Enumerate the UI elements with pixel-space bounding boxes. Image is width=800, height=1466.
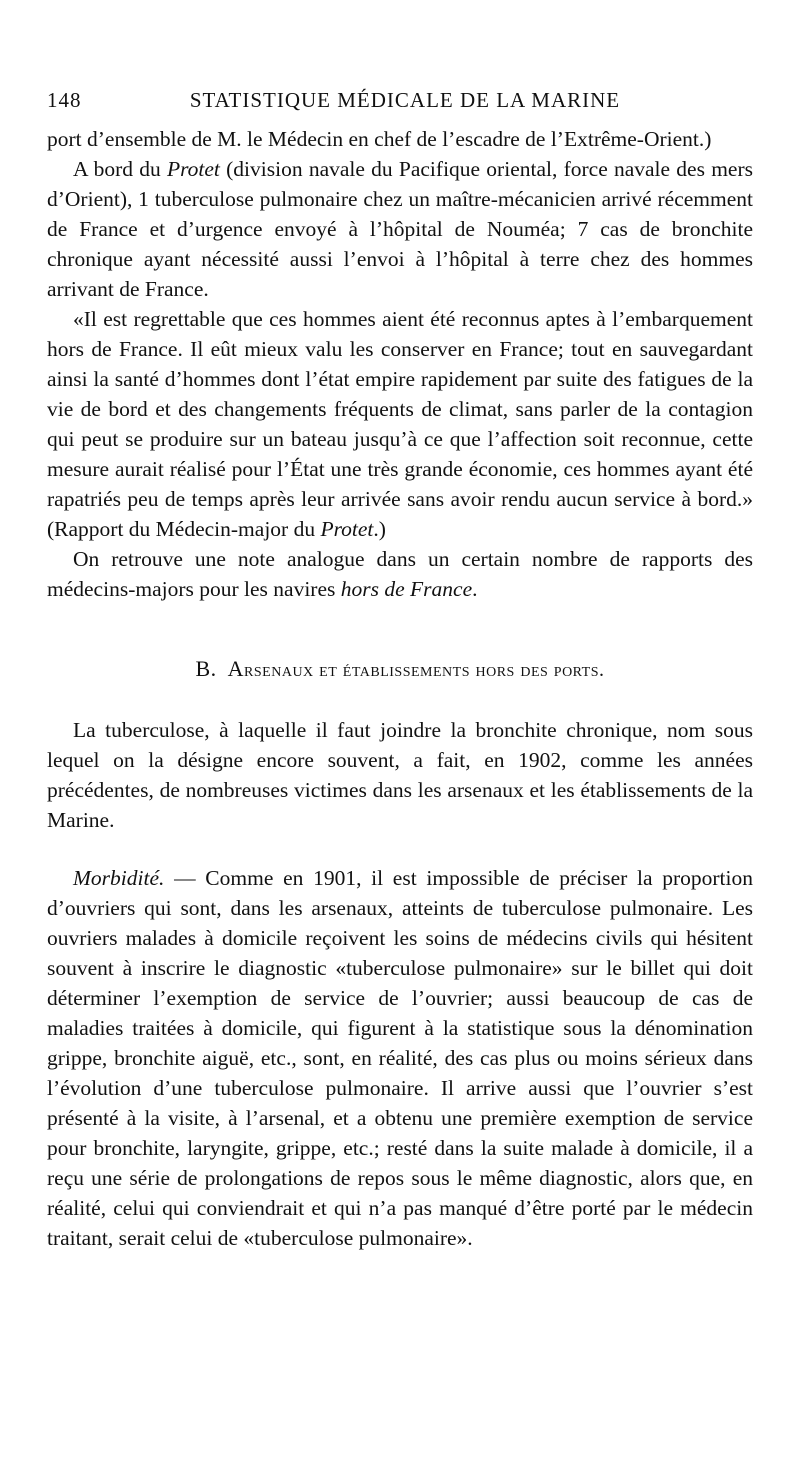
section-initial: A	[227, 656, 245, 681]
running-title: STATISTIQUE MÉDICALE DE LA MARINE	[189, 88, 621, 112]
paragraph-protet-cases	[47, 154, 753, 304]
section-title: rsenaux et établissements hors des ports.	[244, 659, 605, 681]
section-heading-b	[47, 654, 753, 685]
paragraph-text: La tuberculose, à laquelle il faut joindre la bronchite chronique, nom sous lequel on la désigne encore souvent, a fait, en 1902, comme les années précédentes, de nombreuses victimes dans les arsenaux et les établissements de la Marine.	[47, 718, 753, 832]
emphasis-hors-de-france: hors de France	[340, 577, 473, 601]
paragraph-text: port d’ensemble de M. le Médecin en chef de l’escadre de l’Extrême-Orient.)	[47, 127, 712, 151]
paragraph-report-continuation	[47, 124, 753, 154]
paragraph-quotation	[47, 304, 753, 544]
paragraph-text: .)	[373, 517, 386, 541]
paragraph-text: — Comme en 1901, il est impossible de préciser la proportion d’ouvriers qui sont, dans les arsenaux, atteints de tuberculose pulmonaire. Les ouvriers malades à domicile reçoivent les soins de médecins civils qui hésitent souvent à inscrire le diagnostic «tuberculose pulmonaire» sur le billet qui doit déterminer l’exemption de service de l’ouvrier; aussi beaucoup de cas de maladies traitées à domicile, qui figurent à la statistique sous la dénomination grippe, bronchite aiguë, etc., sont, en réalité, des cas plus ou moins sérieux dans l’évolution d’une tuberculose pulmonaire. Il arrive aussi que l’ouvrier s’est présenté à la visite, à l’arsenal, et a obtenu une première exemption de service pour bronchite, laryngite, grippe, etc.; resté dans la suite malade à domicile, il a reçu une série de prolongations de repos sous le même diagnostic, alors que, en réalité, celui qui conviendrait et qui n’a pas manqué d’être porté par le médecin traitant, serait celui de «tuberculose pulmonaire».	[47, 866, 753, 1250]
paragraph-text: On retrouve une note analogue dans un certain nombre de rapports des médecins-majors pour les navires	[47, 547, 753, 601]
paragraph-text: A bord du	[73, 157, 167, 181]
paragraph-text: (division navale du Pacifique oriental, force navale des mers d’Orient), 1 tuberculose pulmonaire chez un maître-mécanicien arrivé récemment de France et d’urgence envoyé à l’hôpital de Nouméa; 7 cas de bronchite chronique ayant nécessité aussi l’envoi à l’hôpital à terre chez des hommes arrivant de France.	[47, 157, 753, 301]
paragraph-analogous-note	[47, 544, 753, 604]
ship-name: Protet	[166, 157, 220, 181]
run-in-heading-morbidite: Morbidité.	[73, 866, 165, 890]
paragraph-morbidite	[47, 863, 753, 1253]
section-letter: B.	[195, 656, 217, 681]
book-page	[47, 84, 753, 1253]
running-header	[47, 84, 753, 124]
ship-name: Protet	[320, 517, 374, 541]
paragraph-tuberculosis-intro	[47, 715, 753, 835]
paragraph-gap	[47, 835, 753, 863]
page-number: 148	[47, 88, 82, 112]
quotation-text: «Il est regrettable que ces hommes aient été reconnus aptes à l’embarquement hors de France. Il eût mieux valu les conserver en France; tout en sauvegardant ainsi la santé d’hommes dont l’état empire rapidement par suite des fatigues de la vie de bord et des changements fréquents de climat, sans parler de la contagion qui peut se produire sur un bateau jusqu’à ce que l’affection soit reconnue, cette mesure aurait réalisé pour l’État une très grande économie, ces hommes ayant été rapatriés peu de temps après leur arrivée sans avoir rendu aucun service à bord.» (Rapport du Médecin-major du	[47, 307, 753, 541]
paragraph-text: .	[472, 577, 478, 601]
